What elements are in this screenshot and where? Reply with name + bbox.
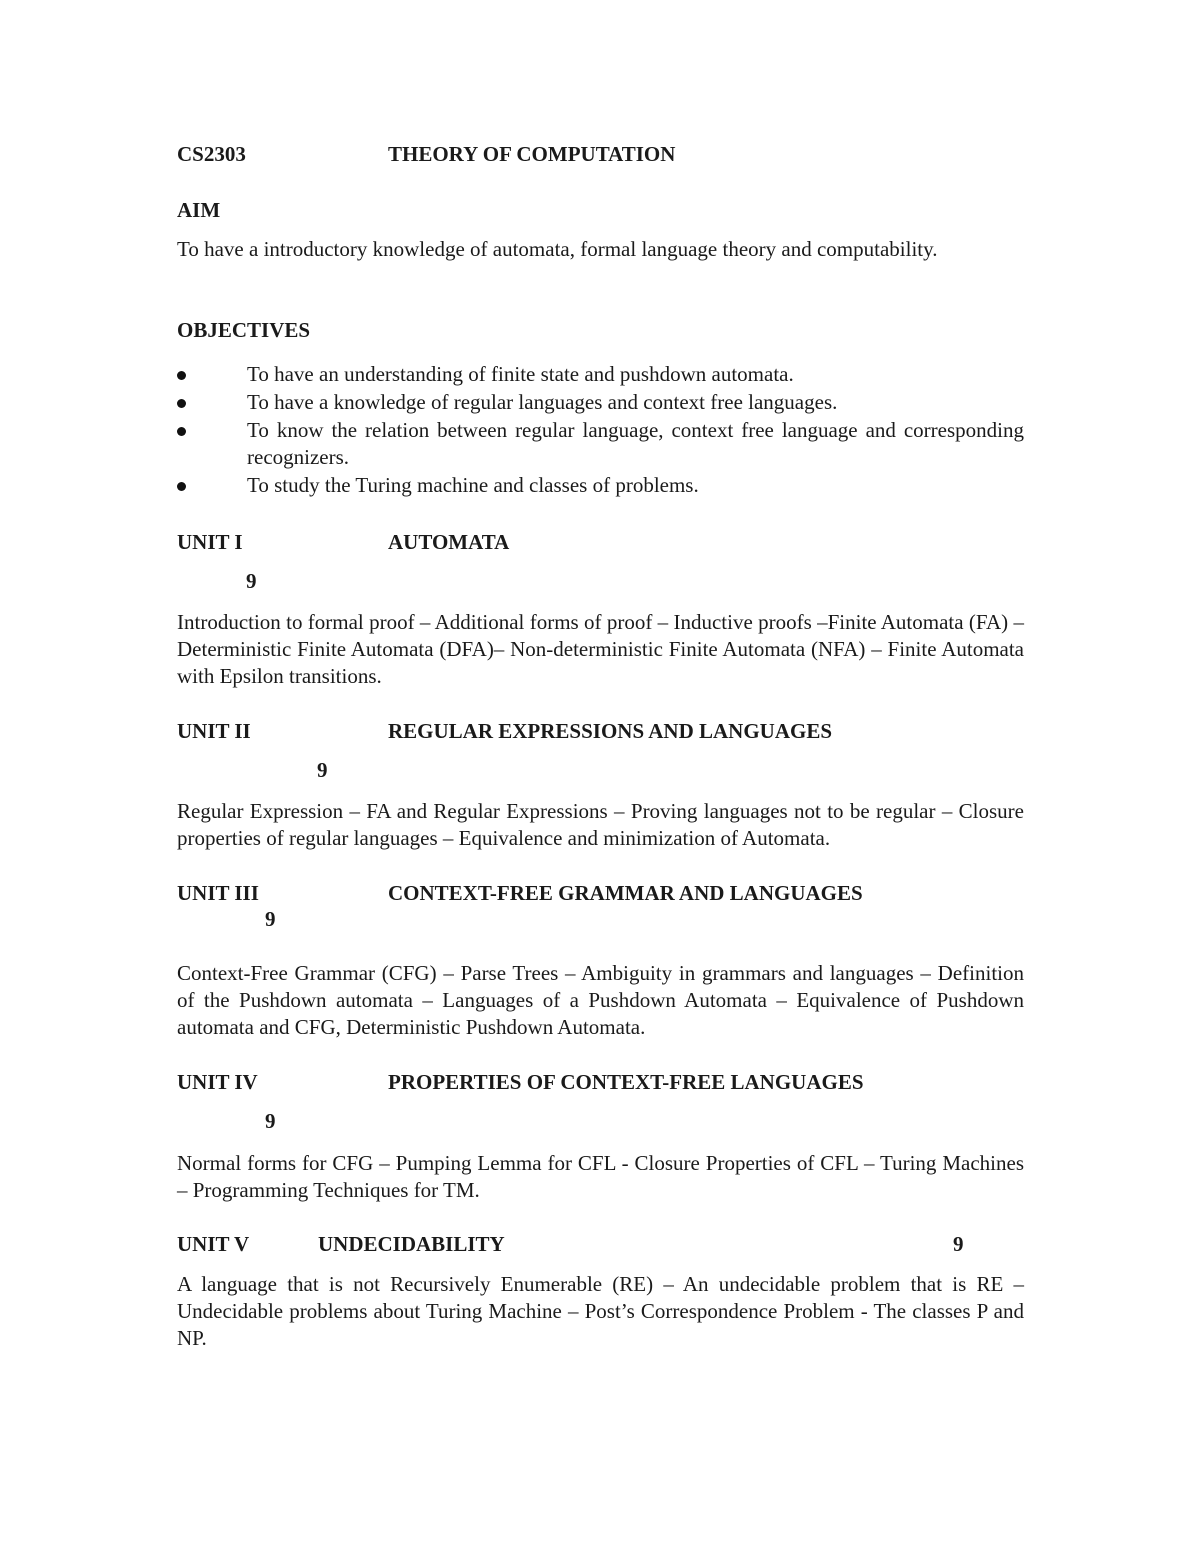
unit-1-hours: 9 xyxy=(246,569,257,593)
unit-5-content: A language that is not Recursively Enumerable (RE) – An undecidable problem that is RE – Undecidable problems about Turing Machine – Post’s Correspondence Problem - The classes P and NP. xyxy=(177,1272,1024,1350)
unit-3-title: CONTEXT-FREE GRAMMAR AND LANGUAGES xyxy=(388,881,863,905)
unit-5-label: UNIT V xyxy=(177,1232,250,1256)
unit-4-content: Normal forms for CFG – Pumping Lemma for CFL - Closure Properties of CFL – Turing Machines – Programming Techniques for TM. xyxy=(177,1151,1024,1202)
unit-2-hours: 9 xyxy=(317,758,328,782)
unit-1-label: UNIT I xyxy=(177,530,243,554)
objective-text: To know the relation between regular language, context free language and corresponding recognizers. xyxy=(247,418,1024,469)
bullet-icon xyxy=(177,399,186,408)
unit-2-title: REGULAR EXPRESSIONS AND LANGUAGES xyxy=(388,719,833,743)
aim-heading: AIM xyxy=(177,198,221,222)
course-title: THEORY OF COMPUTATION xyxy=(388,142,676,166)
unit-1-title: AUTOMATA xyxy=(388,530,510,554)
unit-2-content: Regular Expression – FA and Regular Expressions – Proving languages not to be regular – Closure properties of regular languages – Equivalence and minimization of Automata. xyxy=(177,799,1024,850)
bullet-icon xyxy=(177,482,186,491)
objectives-heading: OBJECTIVES xyxy=(177,318,311,342)
unit-2-label: UNIT II xyxy=(177,719,251,743)
objective-text: To have a knowledge of regular languages and context free languages. xyxy=(247,390,838,414)
unit-4-hours: 9 xyxy=(265,1109,276,1133)
objectives-list xyxy=(177,361,1024,500)
unit-3-label: UNIT III xyxy=(177,881,259,905)
objective-item xyxy=(177,472,1024,499)
unit-5-hours: 9 xyxy=(953,1232,964,1256)
unit-1-content: Introduction to formal proof – Additional forms of proof – Inductive proofs –Finite Automata (FA) – Deterministic Finite Automata (DFA)– Non-deterministic Finite Automata (NFA) – Finite Automata with Epsilon transitions. xyxy=(177,610,1024,688)
objective-text: To study the Turing machine and classes of problems. xyxy=(247,473,699,497)
objective-item xyxy=(177,361,1024,388)
bullet-icon xyxy=(177,427,186,436)
objective-item xyxy=(177,389,1024,416)
unit-5-title: UNDECIDABILITY xyxy=(318,1232,505,1256)
unit-4-label: UNIT IV xyxy=(177,1070,258,1094)
unit-3-content: Context-Free Grammar (CFG) – Parse Trees – Ambiguity in grammars and languages – Definition of the Pushdown automata – Languages of a Pushdown Automata – Equivalence of Pushdown automata and CFG, Deterministic Pushdown Automata. xyxy=(177,961,1024,1039)
course-code: CS2303 xyxy=(177,142,246,166)
bullet-icon xyxy=(177,371,186,380)
aim-text: To have a introductory knowledge of automata, formal language theory and computability. xyxy=(177,237,938,261)
objective-text: To have an understanding of finite state and pushdown automata. xyxy=(247,362,794,386)
unit-3-hours: 9 xyxy=(265,907,276,931)
unit-4-title: PROPERTIES OF CONTEXT-FREE LANGUAGES xyxy=(388,1070,864,1094)
objective-item xyxy=(177,417,1024,471)
